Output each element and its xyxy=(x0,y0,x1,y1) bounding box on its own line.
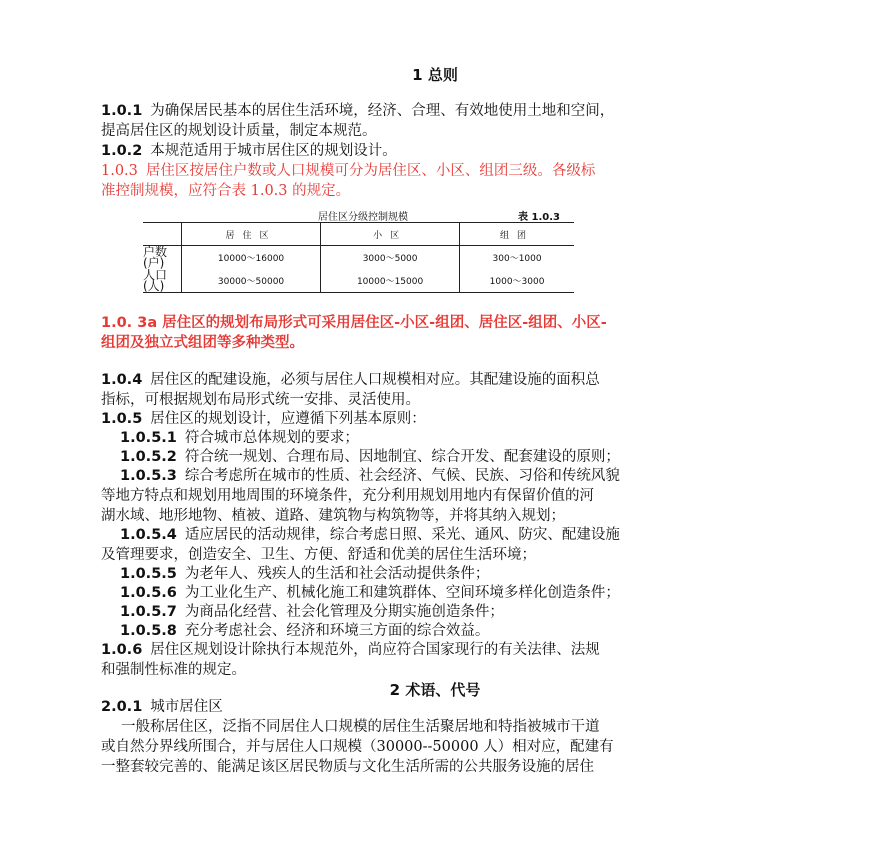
table-cell: 1000～3000 xyxy=(460,269,574,293)
clause-text: 适应居民的活动规律，综合考虑日照、采光、通风、防灾、配建设施 xyxy=(184,527,620,543)
clause-1-0-6-line-1 xyxy=(101,640,801,660)
clause-1-0-3a-line-1: 1.0. 3a 居住区的规划布局形式可采用居住区-小区-组团、居住区-组团、小区- xyxy=(101,315,607,331)
row-label-bottom: (户) xyxy=(143,255,165,270)
definition-line-2: 或自然分界线所围合，并与居住人口规模（30000--50000 人）相对应，配建有 xyxy=(101,739,614,755)
section-1-heading: 1 总则 xyxy=(412,66,458,84)
clause-number: 2.0.1 xyxy=(101,699,143,715)
clause-1-0-5-3-line-1 xyxy=(120,466,820,486)
clause-1-0-4-line-2: 指标，可根据规划布局形式统一安排、灵活使用。 xyxy=(101,392,420,408)
clause-number: 1.0.5.4 xyxy=(120,527,177,543)
clause-text: 符合城市总体规划的要求； xyxy=(184,430,359,446)
clause-number: 1.0.5.1 xyxy=(120,430,177,446)
clause-1-0-5-3-line-2: 等地方特点和规划用地周围的环境条件，充分利用规划用地内有保留价值的河 xyxy=(101,488,594,504)
clause-text: 居住区的配建设施，必须与居住人口规模相对应。其配建设施的面积总 xyxy=(150,372,600,388)
clause-1-0-3-line-1 xyxy=(101,161,801,181)
table-row xyxy=(143,269,574,293)
table-cell: 10000～16000 xyxy=(182,246,321,270)
clause-1-0-5-1 xyxy=(120,428,820,448)
clause-number: 1.0.5.2 xyxy=(120,449,177,465)
clause-1-0-3a-line-2: 组团及独立式组团等多种类型。 xyxy=(101,335,304,351)
clause-1-0-1-line-1 xyxy=(101,101,801,121)
clause-text: 城市居住区 xyxy=(150,699,223,715)
clause-1-0-5-4-line-2: 及管理要求，创造安全、卫生、方便、舒适和优美的居住生活环境； xyxy=(101,547,536,563)
clause-number: 1.0.6 xyxy=(101,642,143,658)
clause-text: 综合考虑所在城市的性质、社会经济、气候、民族、习俗和传统风貌 xyxy=(184,468,620,484)
clause-number: 1.0.5.7 xyxy=(120,604,177,620)
clause-1-0-2 xyxy=(101,141,801,161)
clause-text: 居住区的规划设计，应遵循下列基本原则： xyxy=(150,411,426,427)
clause-1-0-4-line-1 xyxy=(101,370,801,390)
row-label-bottom: (人) xyxy=(143,278,165,293)
table-header-cell: 小区 xyxy=(321,223,460,246)
table-cell: 3000～5000 xyxy=(321,246,460,270)
clause-1-0-5-2 xyxy=(120,447,820,467)
clause-1-0-5-4-line-1 xyxy=(120,525,820,545)
clause-number: 1.0.5.6 xyxy=(120,585,177,601)
clause-1-0-3-line-2: 准控制规模，应符合表 1.0.3 的规定。 xyxy=(101,183,351,199)
clause-1-0-6-line-2: 和强制性标准的规定。 xyxy=(101,662,246,678)
table-row xyxy=(143,246,574,270)
clause-number: 1.0.5.3 xyxy=(120,468,177,484)
clause-1-0-5-3-line-3: 湖水域、地形地物、植被、道路、建筑物与构筑物等，并将其纳入规划； xyxy=(101,508,565,524)
definition-line-1: 一般称居住区，泛指不同居住人口规模的居住生活聚居地和特指被城市干道 xyxy=(121,719,600,735)
clause-text: 为工业化生产、机械化施工和建筑群体、空间环境多样化创造条件； xyxy=(184,585,620,601)
clause-text: 充分考虑社会、经济和环境三方面的综合效益。 xyxy=(184,623,490,639)
row-label-top: 户数 xyxy=(143,244,168,259)
clause-1-0-5-7 xyxy=(120,602,820,622)
clause-1-0-5-6 xyxy=(120,583,820,603)
row-label-top: 人口 xyxy=(143,267,168,282)
clause-number: 1.0.5.5 xyxy=(120,566,177,582)
table-row-label xyxy=(143,269,182,293)
grade-control-table xyxy=(143,222,574,293)
clause-text: 为确保居民基本的居住生活环境，经济、合理、有效地使用土地和空间， xyxy=(150,103,615,119)
table-caption: 居住区分级控制规模 xyxy=(318,212,408,223)
clause-text: 居住区规划设计除执行本规范外，尚应符合国家现行的有关法律、法规 xyxy=(150,642,600,658)
table-header-row xyxy=(143,223,574,246)
clause-1-0-5-5 xyxy=(120,564,820,584)
section-2-heading: 2 术语、代号 xyxy=(389,681,481,699)
clause-text: 为老年人、残疾人的生活和社会活动提供条件； xyxy=(184,566,490,582)
table-corner-cell xyxy=(143,223,182,246)
table-number: 表 1.0.3 xyxy=(518,212,560,223)
clause-number: 1.0.3 xyxy=(101,163,138,179)
clause-number: 1.0.5 xyxy=(101,411,143,427)
table-cell: 10000～15000 xyxy=(321,269,460,293)
clause-number: 1.0.5.8 xyxy=(120,623,177,639)
clause-1-0-5-8 xyxy=(120,621,820,641)
clause-1-0-1-line-2: 提高居住区的规划设计质量，制定本规范。 xyxy=(101,123,377,139)
table-cell: 300～1000 xyxy=(492,254,542,264)
table-cell: 30000～50000 xyxy=(182,269,321,293)
table-header-cell: 组团 xyxy=(460,223,574,246)
clause-1-0-5 xyxy=(101,409,801,429)
clause-2-0-1 xyxy=(101,697,801,717)
clause-text: 为商品化经营、社会化管理及分期实施创造条件； xyxy=(184,604,504,620)
definition-line-3: 一整套较完善的、能满足该区居民物质与文化生活所需的公共服务设施的居住 xyxy=(101,759,594,775)
clause-text: 符合统一规划、合理布局、因地制宜、综合开发、配套建设的原则； xyxy=(184,449,620,465)
clause-text: 居住区按居住户数或人口规模可分为居住区、小区、组团三级。各级标 xyxy=(145,163,596,179)
clause-number: 1.0.1 xyxy=(101,103,143,119)
clause-number: 1.0.4 xyxy=(101,372,143,388)
clause-number: 1.0.2 xyxy=(101,143,143,159)
table-row-label xyxy=(143,246,182,270)
clause-text: 本规范适用于城市居住区的规划设计。 xyxy=(150,143,397,159)
table-header-cell: 居住区 xyxy=(182,223,321,246)
